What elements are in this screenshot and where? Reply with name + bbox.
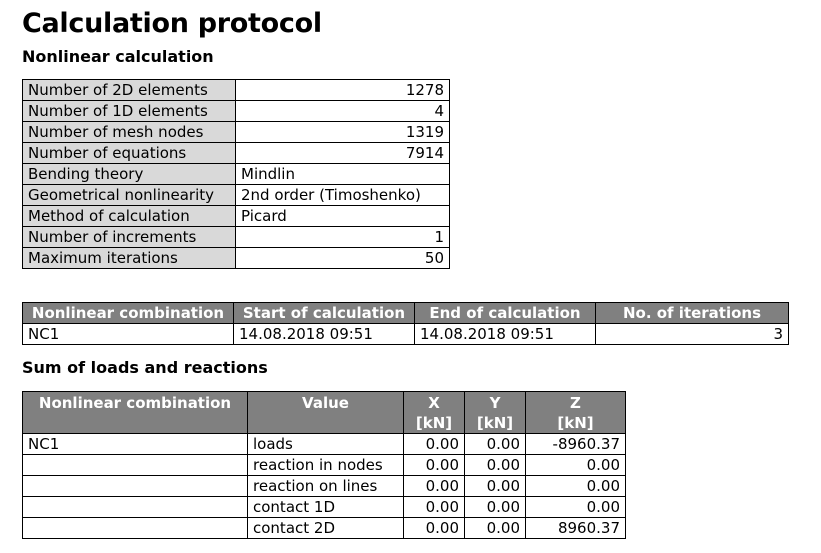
page-title: Calculation protocol — [22, 8, 322, 39]
header-x-label: X — [428, 394, 440, 412]
cell-value-type: reaction in nodes — [248, 455, 404, 476]
parameter-value: 50 — [236, 248, 450, 269]
cell-combination: NC1 — [23, 324, 234, 345]
cell-y: 0.00 — [465, 497, 526, 518]
parameter-label: Geometrical nonlinearity — [23, 185, 236, 206]
parameter-value: 2nd order (Timoshenko) — [236, 185, 450, 206]
column-header-nonlinear-combination: Nonlinear combination — [23, 303, 234, 324]
combination-table — [22, 302, 789, 345]
section-heading-sum-of-loads: Sum of loads and reactions — [22, 358, 268, 377]
cell-combination: NC1 — [23, 434, 248, 455]
cell-z: 0.00 — [526, 455, 626, 476]
parameter-label: Bending theory — [23, 164, 236, 185]
cell-combination — [23, 476, 248, 497]
parameter-value: Mindlin — [236, 164, 450, 185]
header-x-unit: [kN] — [415, 414, 453, 432]
cell-y: 0.00 — [465, 434, 526, 455]
table-row — [23, 324, 789, 345]
parameter-value: 7914 — [236, 143, 450, 164]
parameter-row — [23, 101, 450, 122]
header-y-label: Y — [489, 394, 501, 412]
cell-combination — [23, 455, 248, 476]
header-z-label: Z — [570, 394, 581, 412]
cell-value-type: contact 2D — [248, 518, 404, 539]
column-header-value: Value — [248, 392, 404, 434]
parameter-label: Number of equations — [23, 143, 236, 164]
parameter-row — [23, 227, 450, 248]
cell-x: 0.00 — [404, 434, 465, 455]
parameter-value: 1 — [236, 227, 450, 248]
table-row — [23, 518, 626, 539]
parameter-label: Method of calculation — [23, 206, 236, 227]
parameter-label: Number of 1D elements — [23, 101, 236, 122]
parameter-row — [23, 143, 450, 164]
parameter-value: 4 — [236, 101, 450, 122]
column-header-x — [404, 392, 465, 434]
cell-y: 0.00 — [465, 518, 526, 539]
parameter-value: 1278 — [236, 80, 450, 101]
cell-x: 0.00 — [404, 497, 465, 518]
cell-z: 8960.37 — [526, 518, 626, 539]
cell-value-type: loads — [248, 434, 404, 455]
parameter-row — [23, 206, 450, 227]
cell-combination — [23, 497, 248, 518]
loads-reactions-table — [22, 391, 626, 539]
cell-value-type: reaction on lines — [248, 476, 404, 497]
column-header-no-of-iterations: No. of iterations — [596, 303, 789, 324]
header-z-unit: [kN] — [557, 414, 594, 432]
cell-x: 0.00 — [404, 455, 465, 476]
parameter-value: 1319 — [236, 122, 450, 143]
cell-value-type: contact 1D — [248, 497, 404, 518]
cell-z: 0.00 — [526, 476, 626, 497]
parameter-row — [23, 164, 450, 185]
column-header-nonlinear-combination: Nonlinear combination — [23, 392, 248, 434]
parameter-row — [23, 80, 450, 101]
table-row — [23, 434, 626, 455]
parameter-value: Picard — [236, 206, 450, 227]
section-heading-nonlinear-calculation: Nonlinear calculation — [22, 47, 214, 66]
parameter-label: Maximum iterations — [23, 248, 236, 269]
column-header-start-of-calculation: Start of calculation — [234, 303, 415, 324]
header-y-unit: [kN] — [476, 414, 514, 432]
cell-end-time: 14.08.2018 09:51 — [415, 324, 596, 345]
cell-x: 0.00 — [404, 476, 465, 497]
cell-z: -8960.37 — [526, 434, 626, 455]
parameter-row — [23, 185, 450, 206]
column-header-y — [465, 392, 526, 434]
column-header-end-of-calculation: End of calculation — [415, 303, 596, 324]
table-row — [23, 455, 626, 476]
cell-y: 0.00 — [465, 455, 526, 476]
cell-start-time: 14.08.2018 09:51 — [234, 324, 415, 345]
parameter-label: Number of 2D elements — [23, 80, 236, 101]
parameter-row — [23, 122, 450, 143]
cell-z: 0.00 — [526, 497, 626, 518]
cell-combination — [23, 518, 248, 539]
parameter-label: Number of mesh nodes — [23, 122, 236, 143]
calculation-parameters-table — [22, 79, 450, 269]
cell-x: 0.00 — [404, 518, 465, 539]
parameter-label: Number of increments — [23, 227, 236, 248]
parameter-row — [23, 248, 450, 269]
column-header-z — [526, 392, 626, 434]
table-row — [23, 497, 626, 518]
cell-y: 0.00 — [465, 476, 526, 497]
cell-iterations: 3 — [596, 324, 789, 345]
table-row — [23, 476, 626, 497]
